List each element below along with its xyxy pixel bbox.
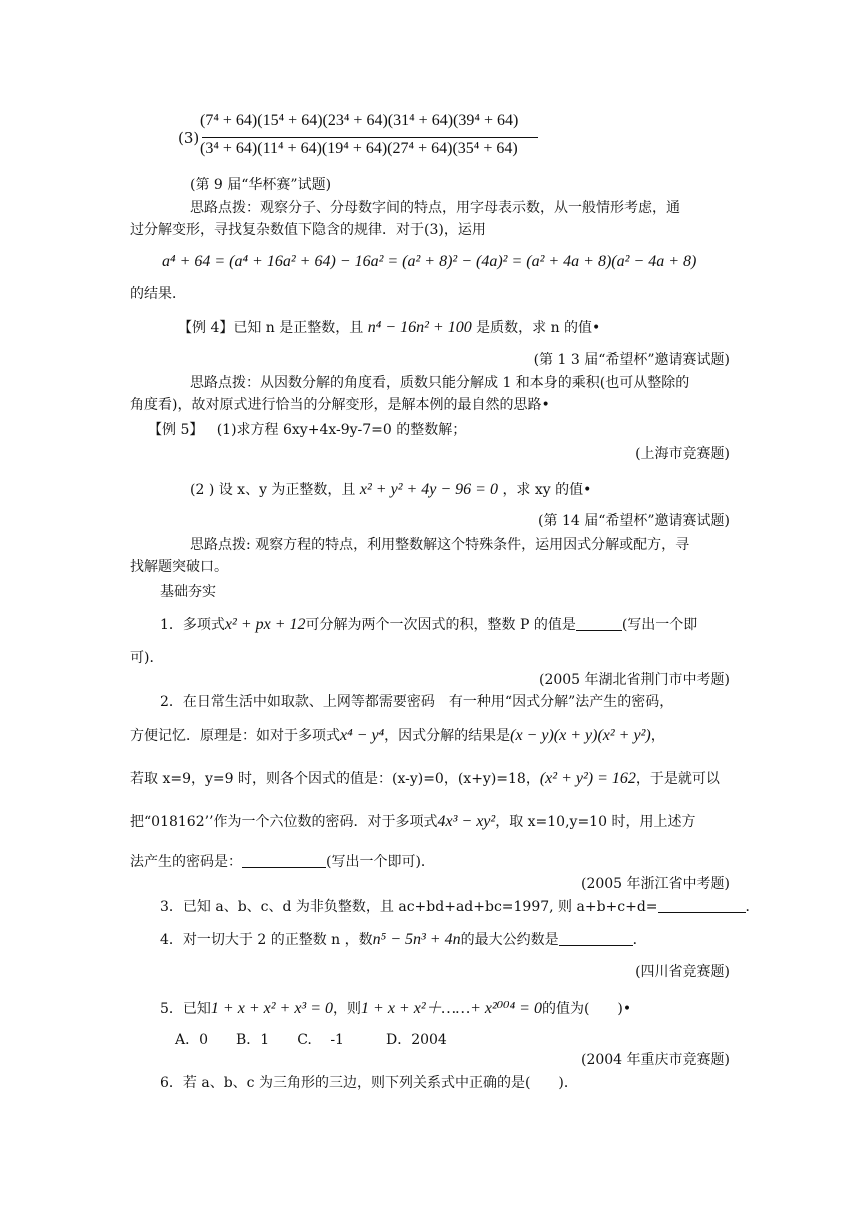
q5-source: (2004 年重庆市竞赛题): [580, 1052, 730, 1068]
fraction-bar: [202, 137, 538, 138]
example5-line1: [148, 420, 466, 440]
q5-text-a: 5．已知: [160, 1001, 211, 1017]
q2-line4: [130, 812, 695, 832]
example5-part2-a: (2 ) 设 x、y 为正整数，且: [190, 482, 356, 498]
example4-text-a: 已知 n 是正整数，且: [233, 320, 364, 336]
problem3-result-text: 的结果．: [130, 286, 186, 302]
q2-l3-expr: (x² + y²) = 162: [539, 770, 636, 787]
example5-source2: (第 14 届“希望杯”邀请赛试题): [538, 513, 730, 529]
problem3-numerator: (7⁴ + 64)(15⁴ + 64)(23⁴ + 64)(31⁴ + 64)(39⁴ + 64): [200, 112, 519, 129]
q2-l4-expr: 4x³ − xy²: [437, 813, 496, 830]
basics-heading: 基础夯实: [160, 584, 216, 600]
q2-l2-c: ，: [650, 728, 665, 744]
q1-text-b: 可分解为两个一次因式的积，整数 P 的值是: [305, 617, 576, 633]
q2-l2-a: 方便记忆．原理是：如对于多项式: [130, 728, 340, 744]
q2-l4-a: 把“018162’’作为一个六位数的密码．对于多项式: [130, 814, 438, 830]
q2-l4-b: ，取 x=10,y=10 时，用上述方: [495, 814, 696, 830]
example4-expr: n⁴ − 16n² + 100: [367, 319, 472, 336]
problem3-hint-line1: 思路点拨：观察分子、分母数字间的特点，用字母表示数，从一般情形考虑，通: [190, 200, 680, 216]
q2-l5-a: 法产生的密码是：: [130, 854, 242, 870]
q2-line3: [130, 769, 720, 789]
q2-l2-expr2: (x − y)(x + y)(x² + y²): [510, 727, 651, 744]
q5-line: [160, 999, 631, 1019]
q5-text-b: ，则: [333, 1001, 362, 1017]
example5-label: 【例 5】: [148, 422, 204, 438]
example5-hint-line2: 找解题突破口。: [130, 559, 228, 575]
q4-expr: n⁵ − 5n³ + 4n: [372, 931, 461, 948]
q4-source: (四川省竞赛题): [635, 964, 730, 980]
q1-source: (2005 年湖北省荆门市中考题): [538, 672, 730, 688]
q2-l3-b: ，于是就可以: [635, 771, 720, 787]
q4-line: [160, 930, 647, 950]
q4-text-c: ．: [632, 932, 647, 948]
q5-options: A．0 B．1 C. -1 D．2004: [175, 1032, 447, 1048]
q2-line1: 2．在日常生活中如取款、上网等都需要密码 有一种用“因式分解”法产生的密码，: [160, 694, 674, 710]
problem3-source: (第 9 届“华杯赛”试题): [190, 177, 332, 193]
q2-l3-a: 若取 x=9，y=9 时，则各个因式的值是：(x-y)=0，(x+y)=18，: [130, 771, 540, 787]
q5-expr1: 1 + x + x² + x³ = 0: [210, 1000, 334, 1017]
example5-part2-expr: x² + y² + 4y − 96 = 0: [359, 481, 498, 498]
q1-line: [160, 615, 697, 635]
q1-expr: x² + px + 12: [224, 616, 306, 633]
q2-answer-blank[interactable]: [242, 853, 326, 868]
q3-text-b: ．: [745, 899, 760, 915]
q5-text-c: 的值为( )•: [541, 1001, 632, 1017]
q5-expr2: 1 + x + x²＋……+ x²⁰⁰⁴ = 0: [361, 1000, 542, 1017]
q3-line: [160, 897, 760, 917]
example5-part2-b: ，求 xy 的值•: [502, 482, 592, 498]
example4-source: (第 1 3 届“希望杯”邀请赛试题): [533, 352, 730, 368]
q6-line: 6．若 a、b、c 为三角形的三边，则下列关系式中正确的是( )．: [160, 1075, 578, 1091]
q2-l2-b: ，因式分解的结果是: [384, 728, 511, 744]
problem3-hint-line2: 过分解变形，寻找复杂数值下隐含的规律．对于(3)，运用: [130, 222, 486, 238]
q3-answer-blank[interactable]: [658, 898, 746, 913]
example4-hint-line1: 思路点拨：从因数分解的角度看，质数只能分解成 1 和本身的乘积(也可从整除的: [190, 375, 690, 391]
example4-hint-line2: 角度看)，故对原式进行恰当的分解变形，是解本例的最自然的思路•: [130, 397, 550, 413]
problem3-denominator: (3⁴ + 64)(11⁴ + 64)(19⁴ + 64)(27⁴ + 64)(35⁴ + 64): [200, 140, 518, 157]
example5-part1: (1)求方程 6xy+4x-9y-7=0 的整数解；: [216, 422, 467, 438]
example4-line: [178, 318, 600, 338]
example5-hint-line1: 思路点拨: 观察方程的特点，利用整数解这个特殊条件，运用因式分解或配方，寻: [190, 537, 690, 553]
q2-l5-b: (写出一个即可)．: [326, 854, 435, 870]
example4-label: 【例 4】: [178, 320, 234, 336]
q2-l2-expr1: x⁴ − y⁴: [340, 727, 385, 744]
q2-line2: [130, 726, 665, 746]
problem3-formula: a⁴ + 64 = (a⁴ + 16a² + 64) − 16a² = (a² + 8)² − (4a)² = (a² + 4a + 8)(a² − 4a + 8): [162, 253, 697, 270]
q3-text-a: 3．已知 a、b、c、d 为非负整数，且 ac+bd+ad+bc=1997, 则 a+b+c+d=: [160, 899, 658, 915]
q1-text-c: (写出一个即: [621, 617, 698, 633]
q1-answer-blank[interactable]: [576, 616, 622, 631]
q1-text-d: 可)．: [130, 650, 164, 666]
q4-text-b: 的最大公约数是: [460, 932, 559, 948]
q2-line5: [130, 852, 435, 872]
problem3-label: (3): [178, 129, 200, 147]
q4-text-a: 4．对一切大于 2 的正整数 n ，数: [160, 932, 373, 948]
q1-text-a: 1．多项式: [160, 617, 225, 633]
q2-source: (2005 年浙江省中考题): [580, 876, 730, 892]
q4-answer-blank[interactable]: [559, 931, 633, 946]
example5-line2: [190, 480, 591, 500]
example5-source1: (上海市竞赛题): [635, 446, 730, 462]
example4-text-b: 是质数，求 n 的值•: [476, 320, 601, 336]
